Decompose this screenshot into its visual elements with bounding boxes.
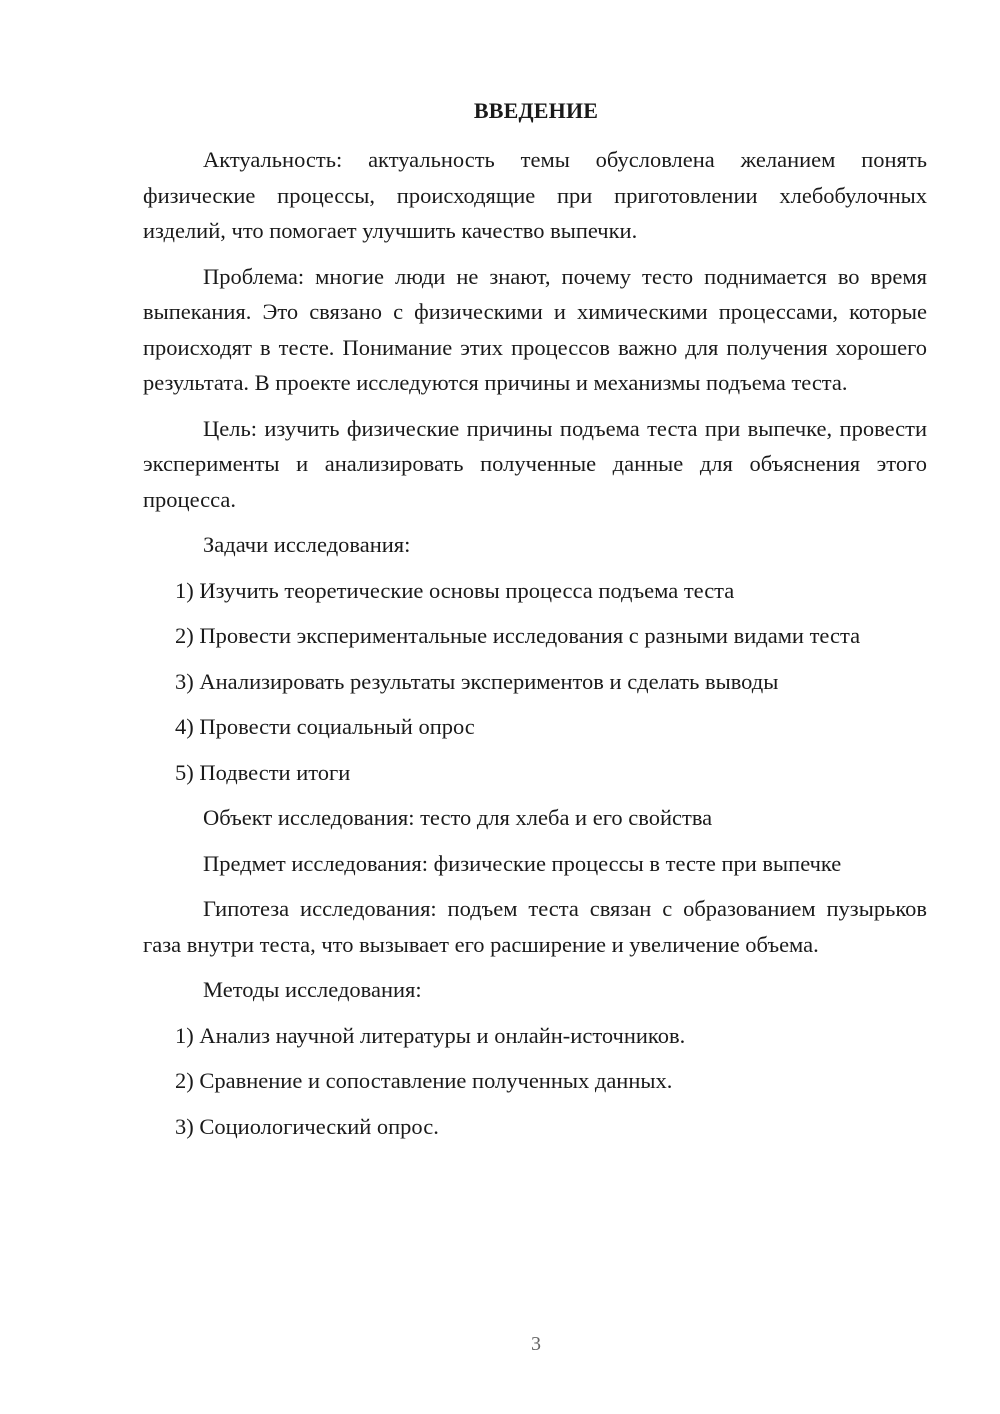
list-item: 3) Анализировать результаты экспериментов и сделать выводы [175,668,779,694]
list-item: 5) Подвести итоги [175,759,351,785]
section-heading: ВВЕДЕНИЕ [473,98,599,123]
paragraph-problem: Проблема: многие люди не знают, почему тесто поднимается во время выпекания. Это связано с физическими и химическими процессами, которые происходят в тесте. Понимание этих процессов важно для получения хорошего результата. В проекте исследуются причины и механизмы подъема теста. [143,263,927,395]
list-item: 2) Провести экспериментальные исследования с разными видами теста [175,623,861,648]
list-item: 1) Анализ научной литературы и онлайн-источников. [175,1022,686,1048]
paragraph-goal: Цель: изучить физические причины подъема теста при выпечке, провести эксперименты и анализировать полученные данные для объяснения этого процесса. [143,415,927,512]
list-item: 3) Социологический опрос. [175,1113,439,1139]
list-item: 1) Изучить теоретические основы процесса подъема теста [175,577,735,603]
tasks-list [143,573,927,791]
list-item: 4) Провести социальный опрос [175,714,475,739]
document-body [143,142,927,1154]
paragraph-hypothesis: Гипотеза исследования: подъем теста связан с образованием пузырьков газа внутри теста, что вызывает его расширение и увеличение объема. [143,896,927,957]
paragraph-object: Объект исследования: тесто для хлеба и его свойства [203,805,713,830]
paragraph-relevance: Актуальность: актуальность темы обусловлена желанием понять физические процессы, происходящие при приготовлении хлебобулочных изделий, что помогает улучшить качество выпечки. [143,147,927,243]
page-number: 3 [531,1333,541,1355]
paragraph-subject: Предмет исследования: физические процессы в тесте при выпечке [203,850,842,876]
list-item: 2) Сравнение и сопоставление полученных данных. [175,1068,673,1093]
methods-list [143,1018,927,1145]
tasks-label: Задачи исследования: [203,532,411,557]
methods-label: Методы исследования: [203,977,422,1002]
